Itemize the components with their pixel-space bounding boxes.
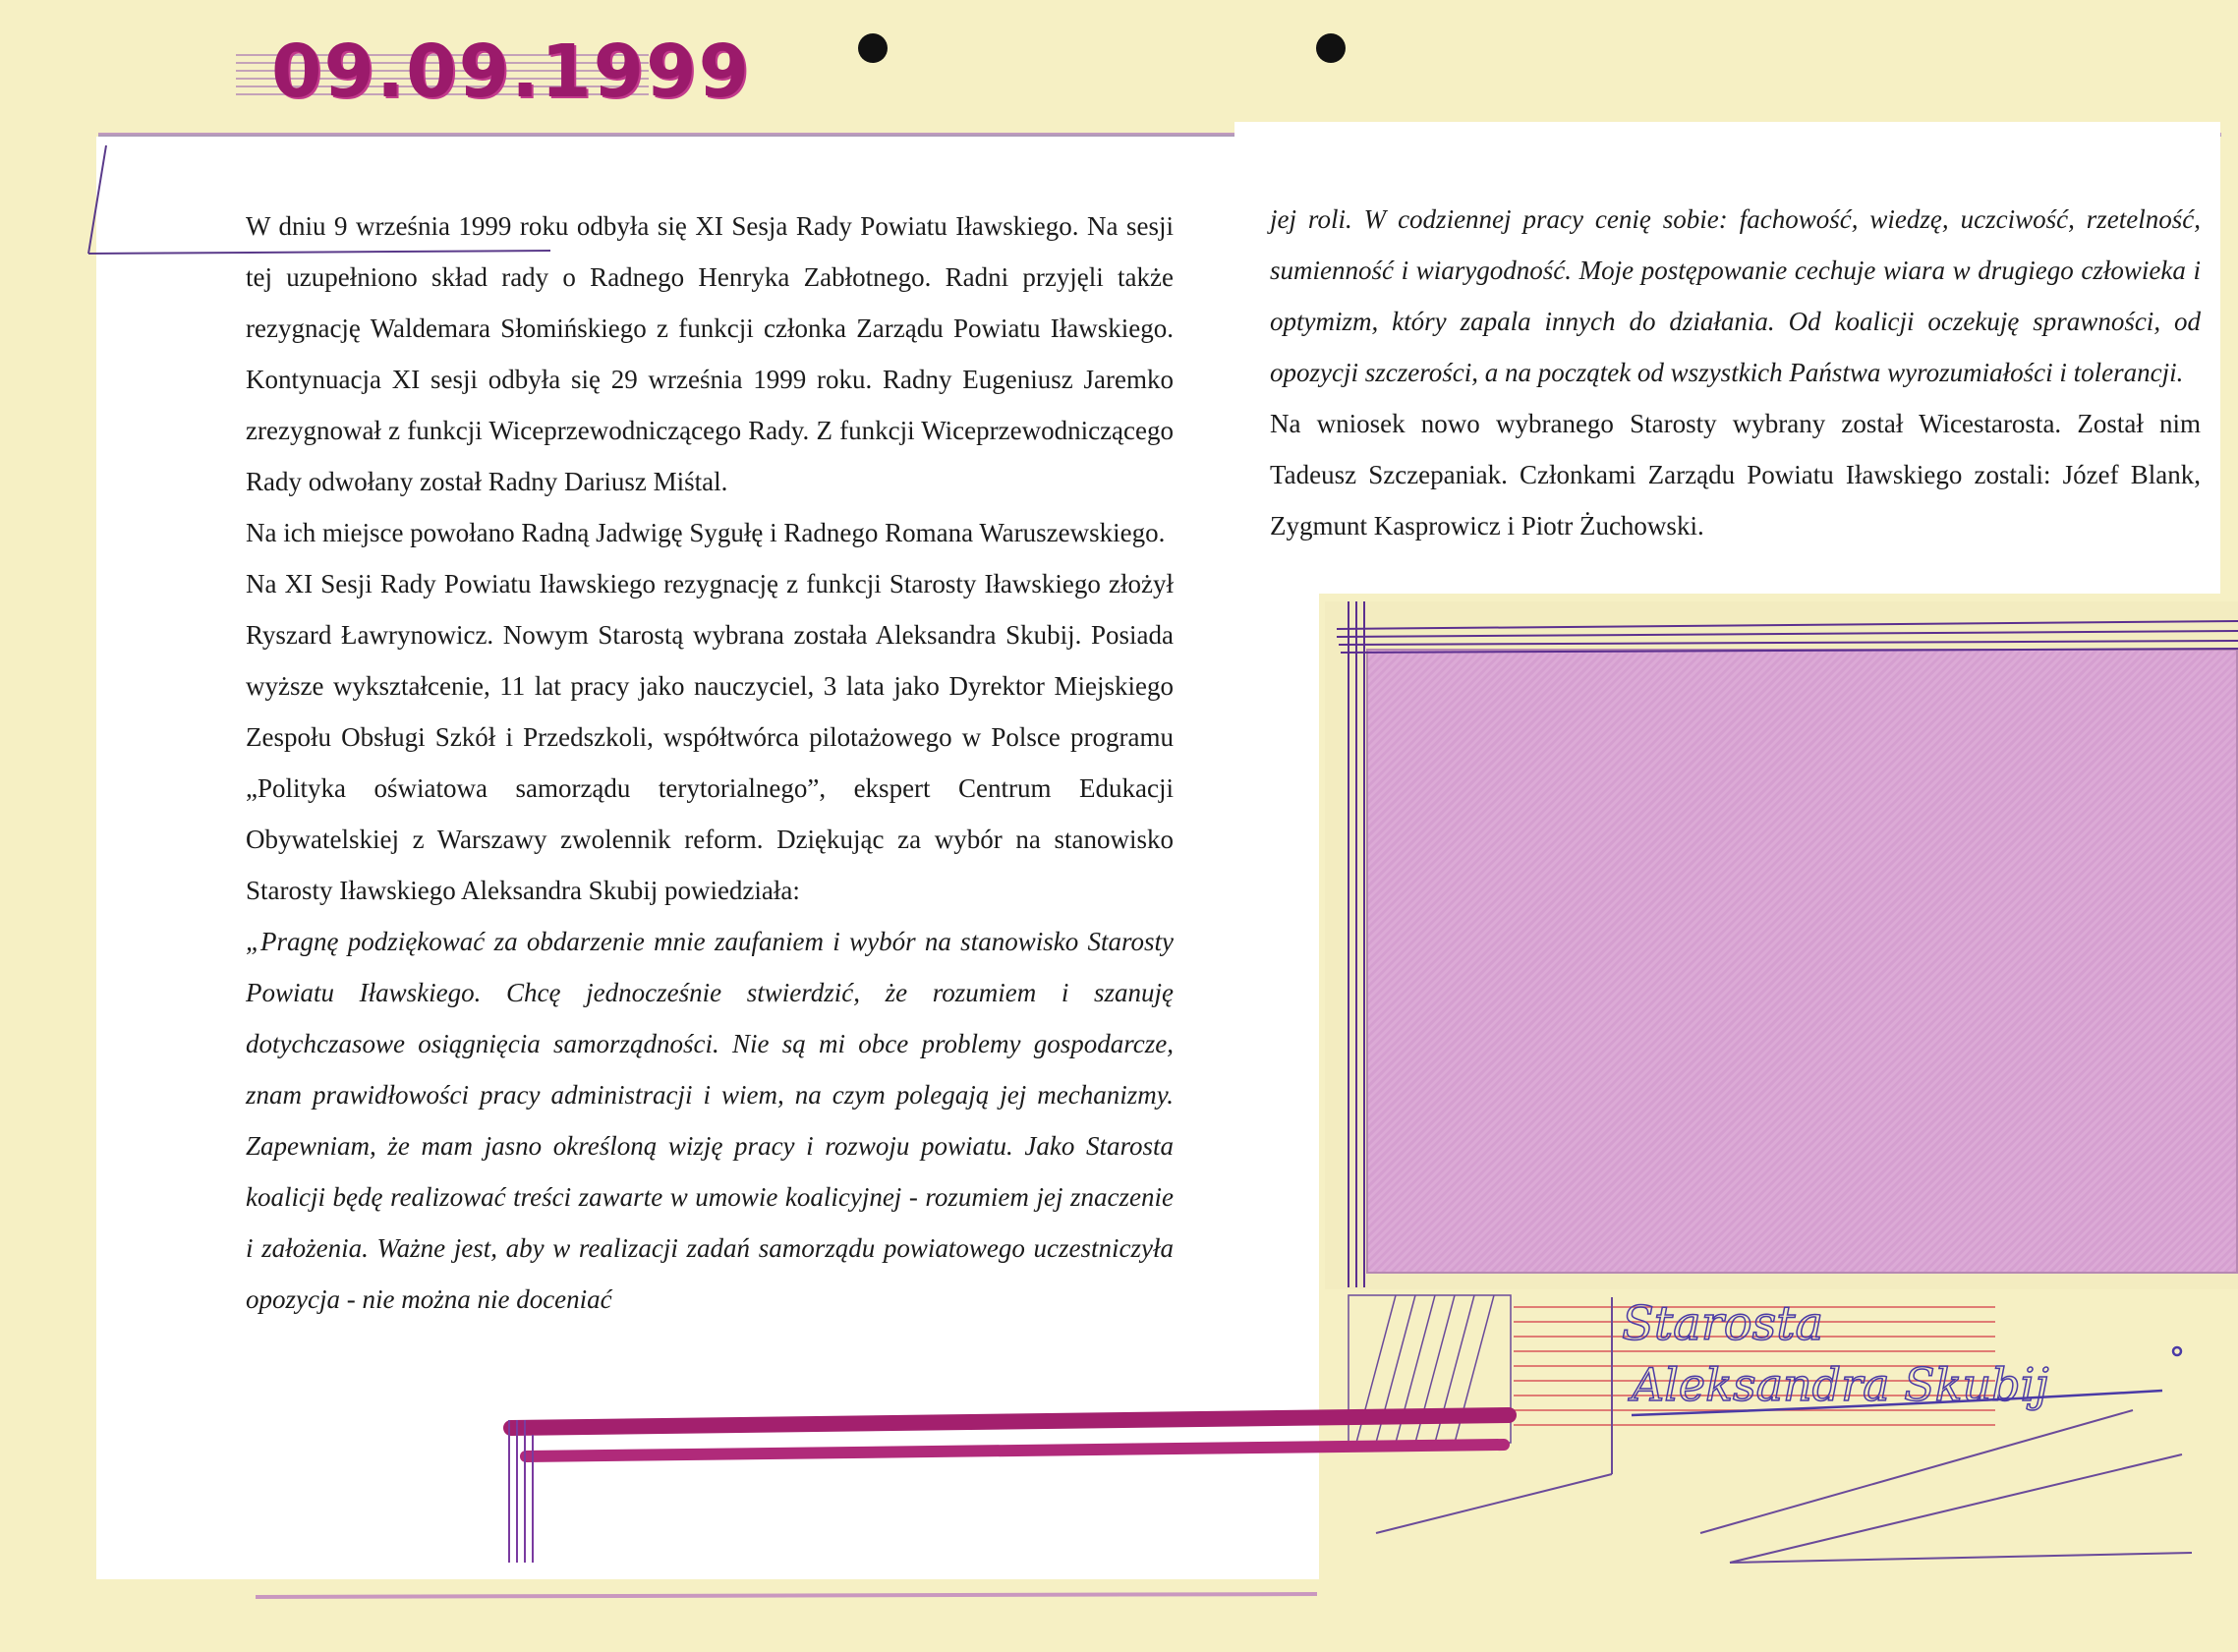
paragraph-appointments: Na ich miejsce powołano Radną Jadwigę Sygułę i Radnego Romana Waruszewskiego. <box>246 518 1166 547</box>
paragraph-vice-starosta: Na wniosek nowo wybranego Starosty wybrany został Wicestarosta. Został nim Tadeusz Szczepaniak. Członkami Zarządu Powiatu Iławskiego zostali: Józef Blank, Zygmunt Kasprowicz i Piotr Żuchowski. <box>1270 409 2201 541</box>
paragraph-speech-continuation: jej roli. W codziennej pracy cenię sobie: fachowość, wiedzę, uczciwość, rzetelność, sumienność i wiarygodność. Moje postępowanie cechuje wiara w drugiego człowieka i optymizm, który zapala innych do działania. Od koalicji oczekuję sprawności, od opozycji szczerości, a na początek od wszystkich Państwa wyrozumiałości i tolerancji. <box>1270 204 2201 387</box>
svg-text:Aleksandra Skubij: Aleksandra Skubij <box>1632 1358 2049 1411</box>
paragraph-session-info: W dniu 9 września 1999 roku odbyła się XI Sesja Rady Powiatu Iławskiego. Na sesji tej uzupełniono skład rady o Radnego Henryka Zabłotnego. Radni przyjęli także rezygnację Waldemara Słomińskiego z funkcji członka Zarządu Powiatu Iławskiego. Kontynuacja XI sesji odbyła się 29 września 1999 roku. Radny Eugeniusz Jaremko zrezygnował z funkcji Wiceprzewodniczącego Rady. Z funkcji Wiceprzewodniczącego Rady odwołany został Radny Dariusz Miśtal. <box>246 211 1174 496</box>
handwritten-signature <box>1612 1292 2202 1450</box>
svg-text:Starosta: Starosta <box>1622 1296 1824 1351</box>
photo-placeholder <box>1366 649 2238 1274</box>
paragraph-new-starosta: Na XI Sesji Rady Powiatu Iławskiego rezygnację z funkcji Starosty Iławskiego złożył Ryszard Ławrynowicz. Nowym Starostą wybrana została Aleksandra Skubij. Posiada wyższe wykształcenie, 11 lat pracy jako nauczyciel, 3 lata jako Dyrektor Miejskiego Zespołu Obsługi Szkół i Przedszkoli, współtwórca pilotażowego w Polsce programu „Polityka oświatowa samorządu terytorialnego”, ekspert Centrum Edukacji Obywatelskiej z Warszawy zwolennik reform. Dziękując za wybór na stanowisko Starosty Iławskiego Aleksandra Skubij powiedziała: <box>246 569 1174 905</box>
left-column-text <box>246 200 1174 1325</box>
page-date: 09.09.1999 <box>271 29 752 114</box>
paragraph-speech-quote: „Pragnę podziękować za obdarzenie mnie zaufaniem i wybór na stanowisko Starosty Powiatu Iławskiego. Chcę jednocześnie stwierdzić, że rozumiem i szanuję dotychczasowe osiągnięcia samorządności. Nie są mi obce problemy gospodarcze, znam prawidłowości pracy administracji i wiem, na czym polegają jej mechanizmy. Zapewniam, że mam jasno określoną wizję pracy i rozwoju powiatu. Jako Starosta koalicji będę realizować treści zawarte w umowie koalicyjnej - rozumiem jej znaczenie i założenia. Ważne jest, aby w realizacji zadań samorządu powiatowego uczestniczyła opozycja - nie można nie doceniać <box>246 927 1174 1314</box>
binder-hole-right <box>1316 33 1346 63</box>
right-column-text <box>1270 194 2201 551</box>
binder-hole-left <box>858 33 888 63</box>
